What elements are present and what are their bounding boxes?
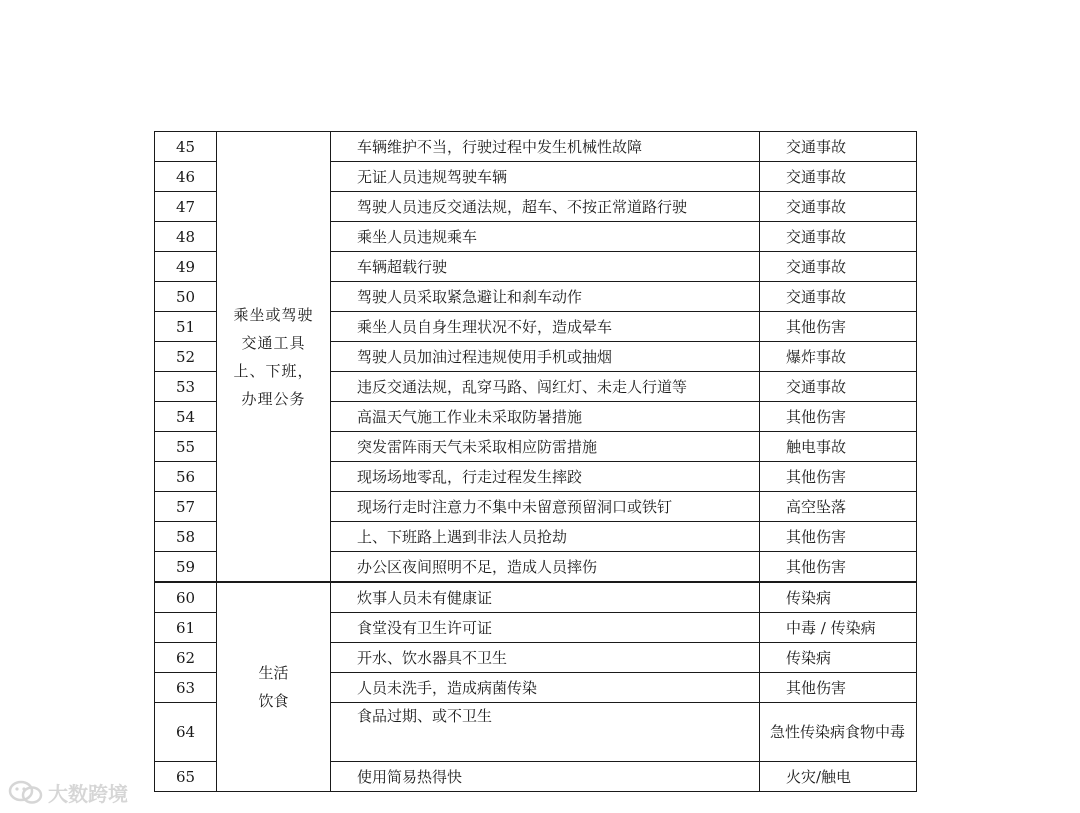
accident-type: 交通事故 [760, 132, 917, 162]
row-number: 50 [155, 282, 217, 312]
hazard-table [154, 131, 917, 792]
accident-type: 交通事故 [760, 222, 917, 252]
row-number: 56 [155, 462, 217, 492]
accident-type: 交通事故 [760, 162, 917, 192]
accident-type: 高空坠落 [760, 492, 917, 522]
accident-type: 急性传染病食物中毒 [760, 703, 917, 762]
table-row [155, 582, 917, 613]
row-number: 61 [155, 613, 217, 643]
accident-type: 触电事故 [760, 432, 917, 462]
accident-type: 传染病 [760, 582, 917, 613]
accident-type: 交通事故 [760, 282, 917, 312]
accident-type: 其他伤害 [760, 312, 917, 342]
row-number: 62 [155, 643, 217, 673]
watermark [8, 778, 128, 807]
hazard-description: 现场场地零乱，行走过程发生摔跤 [331, 462, 760, 492]
hazard-description: 突发雷阵雨天气未采取相应防雷措施 [331, 432, 760, 462]
hazard-description: 现场行走时注意力不集中未留意预留洞口或铁钉 [331, 492, 760, 522]
accident-type: 交通事故 [760, 372, 917, 402]
accident-type: 交通事故 [760, 252, 917, 282]
accident-type: 中毒 / 传染病 [760, 613, 917, 643]
row-number: 47 [155, 192, 217, 222]
row-number: 57 [155, 492, 217, 522]
accident-type: 火灾/触电 [760, 762, 917, 792]
wechat-logo-icon [8, 780, 44, 806]
hazard-description: 使用简易热得快 [331, 762, 760, 792]
hazard-description: 炊事人员未有健康证 [331, 582, 760, 613]
hazard-description: 乘坐人员自身生理状况不好，造成晕车 [331, 312, 760, 342]
accident-type: 其他伤害 [760, 552, 917, 583]
watermark-text: 大数跨境 [48, 782, 128, 806]
hazard-description: 开水、饮水器具不卫生 [331, 643, 760, 673]
hazard-description: 车辆维护不当，行驶过程中发生机械性故障 [331, 132, 760, 162]
hazard-description: 人员未洗手，造成病菌传染 [331, 673, 760, 703]
row-number: 59 [155, 552, 217, 583]
row-number: 63 [155, 673, 217, 703]
category-commute: 乘坐或驾驶交通工具上、下班，办理公务 [217, 132, 331, 583]
hazard-description: 无证人员违规驾驶车辆 [331, 162, 760, 192]
hazard-description: 驾驶人员采取紧急避让和刹车动作 [331, 282, 760, 312]
hazard-description: 食堂没有卫生许可证 [331, 613, 760, 643]
row-number: 65 [155, 762, 217, 792]
hazard-description: 上、下班路上遇到非法人员抢劫 [331, 522, 760, 552]
hazard-description: 驾驶人员加油过程违规使用手机或抽烟 [331, 342, 760, 372]
row-number: 55 [155, 432, 217, 462]
category-dining-label: 生活饮食 [258, 664, 289, 710]
row-number: 58 [155, 522, 217, 552]
hazard-description: 乘坐人员违规乘车 [331, 222, 760, 252]
hazard-description: 违反交通法规，乱穿马路、闯红灯、未走人行道等 [331, 372, 760, 402]
hazard-description: 食品过期、或不卫生 [331, 703, 760, 762]
hazard-description: 办公区夜间照明不足，造成人员摔伤 [331, 552, 760, 583]
row-number: 52 [155, 342, 217, 372]
row-number: 64 [155, 703, 217, 762]
row-number: 51 [155, 312, 217, 342]
hazard-description: 高温天气施工作业未采取防暑措施 [331, 402, 760, 432]
accident-type: 其他伤害 [760, 462, 917, 492]
hazard-description: 车辆超载行驶 [331, 252, 760, 282]
accident-type: 交通事故 [760, 192, 917, 222]
accident-type: 其他伤害 [760, 402, 917, 432]
table-row [155, 132, 917, 162]
accident-type: 传染病 [760, 643, 917, 673]
row-number: 48 [155, 222, 217, 252]
accident-type: 其他伤害 [760, 673, 917, 703]
row-number: 45 [155, 132, 217, 162]
category-dining [217, 582, 331, 792]
row-number: 60 [155, 582, 217, 613]
accident-type: 爆炸事故 [760, 342, 917, 372]
row-number: 53 [155, 372, 217, 402]
row-number: 49 [155, 252, 217, 282]
hazard-description: 驾驶人员违反交通法规，超车、不按正常道路行驶 [331, 192, 760, 222]
row-number: 54 [155, 402, 217, 432]
row-number: 46 [155, 162, 217, 192]
accident-type: 其他伤害 [760, 522, 917, 552]
